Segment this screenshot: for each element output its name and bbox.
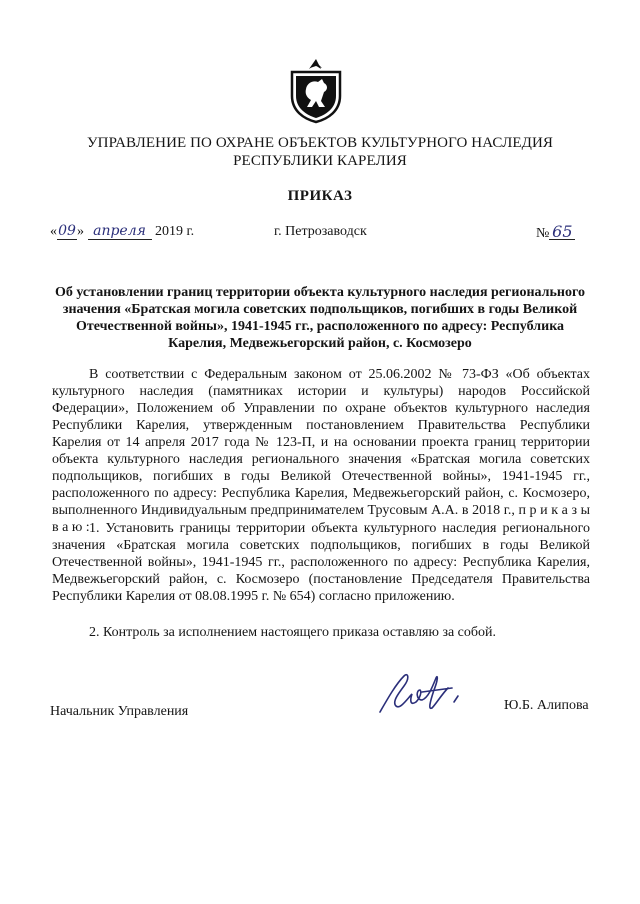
order-city: г. Петрозаводск — [274, 224, 367, 239]
date-open-quote: « — [50, 224, 57, 239]
organization-header — [40, 134, 600, 170]
order-subject: Об установлении границ территории объекта культурного наследия регионального значения «Братская могила советских подпольщиков, погибших в годы Великой Отечественной войны», 1941-1945 гг., расположенного по адресу: Республика Карелия, Медвежьегорский район, с. Космозеро — [54, 285, 586, 351]
order-number-label: № — [536, 226, 550, 241]
date-month: апреля — [88, 224, 152, 240]
signatory-name: Ю.Б. Алипова — [504, 698, 589, 713]
handwritten-signature — [374, 668, 470, 718]
signatory-title: Начальник Управления — [50, 704, 189, 719]
organization-name-line1: УПРАВЛЕНИЕ ПО ОХРАНЕ ОБЪЕКТОВ КУЛЬТУРНОГО НАСЛЕДИЯ — [86, 135, 554, 151]
document-title: ПРИКАЗ — [287, 188, 353, 204]
order-number-value: 65 — [549, 224, 575, 240]
date-year: 2019 г. — [155, 224, 195, 239]
karelia-coat-of-arms-icon — [286, 56, 346, 124]
order-item-2: 2. Контроль за исполнением настоящего приказа оставляю за собой. — [89, 625, 497, 640]
organization-name-line2: РЕСПУБЛИКИ КАРЕЛИЯ — [233, 153, 407, 169]
order-date — [50, 224, 194, 240]
order-item-1: 1. Установить границы территории объекта культурного наследия регионального значения «Братская могила советских подпольщиков, погибших в годы Великой Отечественной войны», 1941-1945 гг., расположенного по адресу: Республика Карелия, Медвежьегорский район, с. Космозеро (постановление Председателя Правительства Республики Карелия от 08.08.1995 г. № 654) согласно приложению. — [52, 521, 590, 604]
preamble-paragraph: В соответствии с Федеральным законом от 25.06.2002 № 73-ФЗ «Об объектах культурного наследия (памятниках истории и культуры) народов Российской Федерации», Положением об Управлении по охране объектов культурного наследия Республики Карелия, утвержденным постановлением Правительства Республики Карелия от 14 апреля 2017 года № 123-П, и на основании проекта границ территории объекта культурного наследия регионального значения «Братская могила советских подпольщиков, погибших в годы Великой Отечественной войны», 1941-1945 гг., расположенного по адресу: Республика Карелия, Медвежьегорский район, с. Космозеро, выполненного Индивидуальным предпринимателем Трусовым А.А. в 2018 г., п р и к а з ы в а ю : — [52, 367, 590, 535]
date-close-quote: » — [77, 224, 84, 239]
date-day: 09 — [58, 223, 76, 239]
order-number — [536, 224, 575, 242]
